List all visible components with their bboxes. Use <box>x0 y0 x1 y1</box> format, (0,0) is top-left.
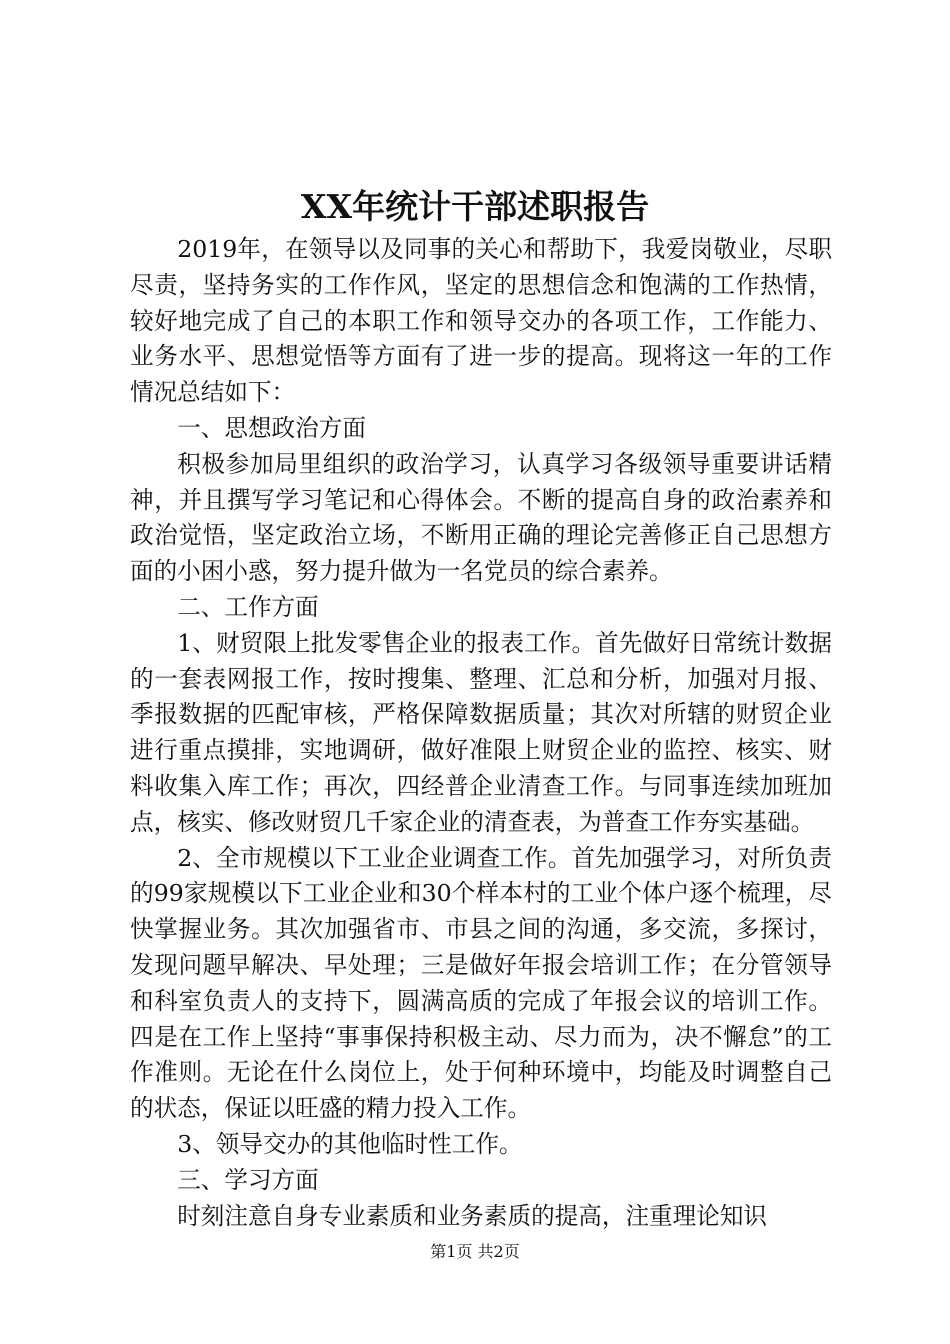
section-heading-work: 二、工作方面 <box>177 592 319 621</box>
paragraph-study: 时刻注意自身专业素质和业务素质的提高，注重理论知识 <box>177 1201 768 1230</box>
document-body <box>130 232 832 1234</box>
document-title: XX年统计干部述职报告 <box>300 187 650 226</box>
section-heading-study: 三、学习方面 <box>177 1165 319 1194</box>
paragraph-work-1: 1、财贸限上批发零售企业的报表工作。首先做好日常统计数据的一套表网报工作，按时搜集、整理、汇总和分析，加强对月报、季报数据的匹配审核，严格保障数据质量；其次对所辖的财贸企业进行重点摸排，实地调研，做好准限上财贸企业的监控、核实、财料收集入库工作；再次，四经普企业清查工作。与同事连续加班加点，核实、修改财贸几千家企业的清查表，为普查工作夯实基础。 <box>130 628 832 836</box>
paragraph-ideology: 积极参加局里组织的政治学习，认真学习各级领导重要讲话精神，并且撰写学习笔记和心得体会。不断的提高自身的政治素养和政治觉悟，坚定政治立场，不断用正确的理论完善修正自己思想方面的小困小惑，努力提升做为一名党员的综合素养。 <box>130 449 832 586</box>
paragraph-work-3: 3、领导交办的其他临时性工作。 <box>177 1129 523 1158</box>
paragraph-intro: 2019年，在领导以及同事的关心和帮助下，我爱岗敬业，尽职尽责，坚持务实的工作作风，坚定的思想信念和饱满的工作热情，较好地完成了自己的本职工作和领导交办的各项工作，工作能力、业务水平、思想觉悟等方面有了进一步的提高。现将这一年的工作情况总结如下： <box>130 235 832 407</box>
section-heading-ideology: 一、思想政治方面 <box>177 413 366 442</box>
page-number-footer: 第1页 共2页 <box>430 1242 520 1261</box>
paragraph-work-2: 2、全市规模以下工业企业调查工作。首先加强学习，对所负责的99家规模以下工业企业和30个样本村的工业个体户逐个梳理，尽快掌握业务。其次加强省市、市县之间的沟通，多交流，多探讨，发现问题早解决、早处理；三是做好年报会培训工作；在分管领导和科室负责人的支持下，圆满高质的完成了年报会议的培训工作。四是在工作上坚持“事事保持积极主动、尽力而为，决不懈怠”的工作准则。无论在什么岗位上，处于何种环境中，均能及时调整自己的状态，保证以旺盛的精力投入工作。 <box>130 843 832 1123</box>
